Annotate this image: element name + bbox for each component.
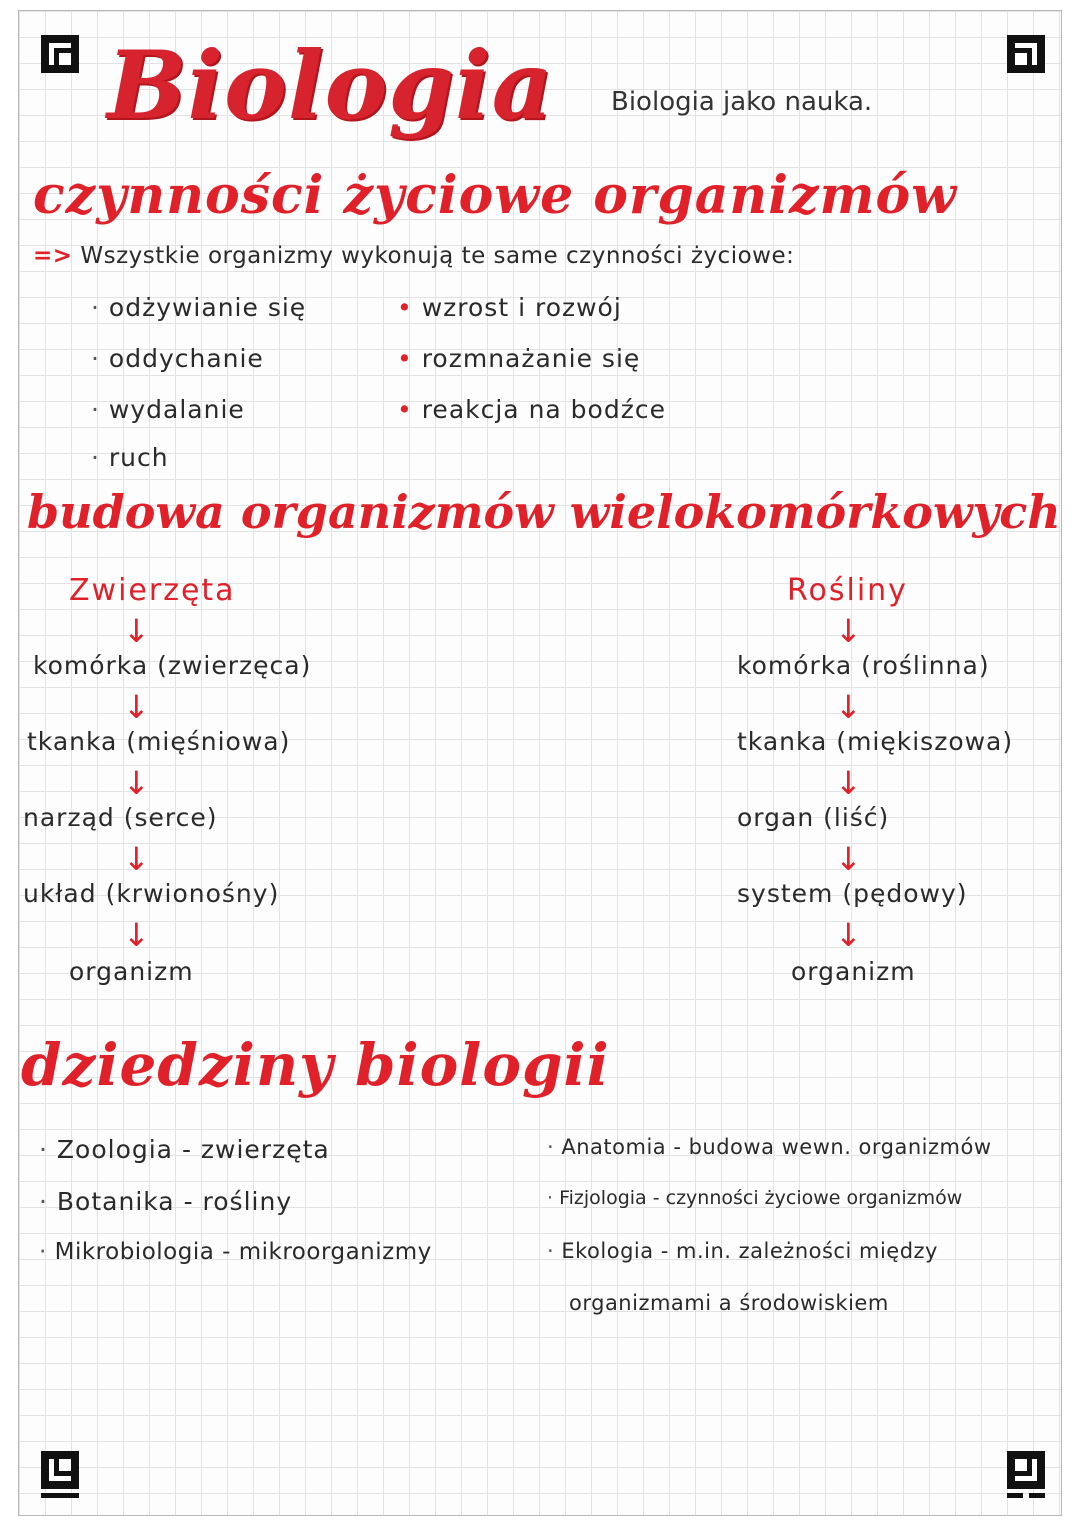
hierarchy-step: tkanka (miękiszowa) xyxy=(737,727,1014,756)
arrow-down-icon: ↓ xyxy=(835,688,862,726)
hierarchy-step: organ (liść) xyxy=(737,803,890,832)
corner-marker-top-left xyxy=(41,35,79,73)
list-item: · wydalanie xyxy=(91,395,245,424)
arrow-down-icon: ↓ xyxy=(835,840,862,878)
list-item: · Fizjologia - czynności życiowe organizmów xyxy=(547,1187,963,1209)
list-item: • wzrost i rozwój xyxy=(397,293,622,322)
hierarchy-step: system (pędowy) xyxy=(737,879,968,908)
arrow-down-icon: ↓ xyxy=(123,916,150,954)
list-item: · ruch xyxy=(91,443,169,472)
list-item: · oddychanie xyxy=(91,344,264,373)
hierarchy-step: organizm xyxy=(791,957,916,986)
section-heading-life-processes: czynności życiowe organizmów xyxy=(33,165,957,226)
arrow-down-icon: ↓ xyxy=(835,764,862,802)
list-item: · Ekologia - m.in. zależności między xyxy=(547,1239,938,1263)
list-item: · odżywianie się xyxy=(91,293,307,322)
hierarchy-step: narząd (serce) xyxy=(23,803,218,832)
intro-arrow-icon: => xyxy=(33,243,73,269)
corner-marker-bottom-left xyxy=(41,1451,79,1499)
arrow-down-icon: ↓ xyxy=(123,612,150,650)
column-label-animals: Zwierzęta xyxy=(69,573,236,608)
list-item: · Botanika - rośliny xyxy=(39,1187,293,1216)
list-item: • reakcja na bodźce xyxy=(397,395,666,424)
hierarchy-step: układ (krwionośny) xyxy=(23,879,280,908)
list-item: · Anatomia - budowa wewn. organizmów xyxy=(547,1135,992,1159)
intro-text: Wszystkie organizmy wykonują te same czynności życiowe: xyxy=(80,243,795,269)
arrow-down-icon: ↓ xyxy=(123,840,150,878)
page-title: Biologia xyxy=(107,31,554,141)
hierarchy-step: tkanka (mięśniowa) xyxy=(27,727,291,756)
hierarchy-step: komórka (zwierzęca) xyxy=(33,651,312,680)
list-item: • rozmnażanie się xyxy=(397,344,641,373)
column-label-plants: Rośliny xyxy=(787,573,908,608)
list-item: · Zoologia - zwierzęta xyxy=(39,1135,330,1164)
list-item-continuation: organizmami a środowiskiem xyxy=(569,1291,889,1315)
arrow-down-icon: ↓ xyxy=(835,612,862,650)
corner-marker-bottom-right xyxy=(1007,1451,1045,1499)
section-heading-fields: dziedziny biologii xyxy=(21,1031,610,1099)
arrow-down-icon: ↓ xyxy=(123,688,150,726)
section-heading-structure: budowa organizmów wielokomórkowych xyxy=(27,485,1061,539)
list-item: · Mikrobiologia - mikroorganizmy xyxy=(39,1239,432,1265)
page-subtitle: Biologia jako nauka. xyxy=(611,87,873,117)
notebook-page xyxy=(18,10,1062,1516)
arrow-down-icon: ↓ xyxy=(835,916,862,954)
arrow-down-icon: ↓ xyxy=(123,764,150,802)
intro-line xyxy=(33,243,794,269)
corner-marker-top-right xyxy=(1007,35,1045,73)
hierarchy-step: organizm xyxy=(69,957,194,986)
hierarchy-step: komórka (roślinna) xyxy=(737,651,990,680)
